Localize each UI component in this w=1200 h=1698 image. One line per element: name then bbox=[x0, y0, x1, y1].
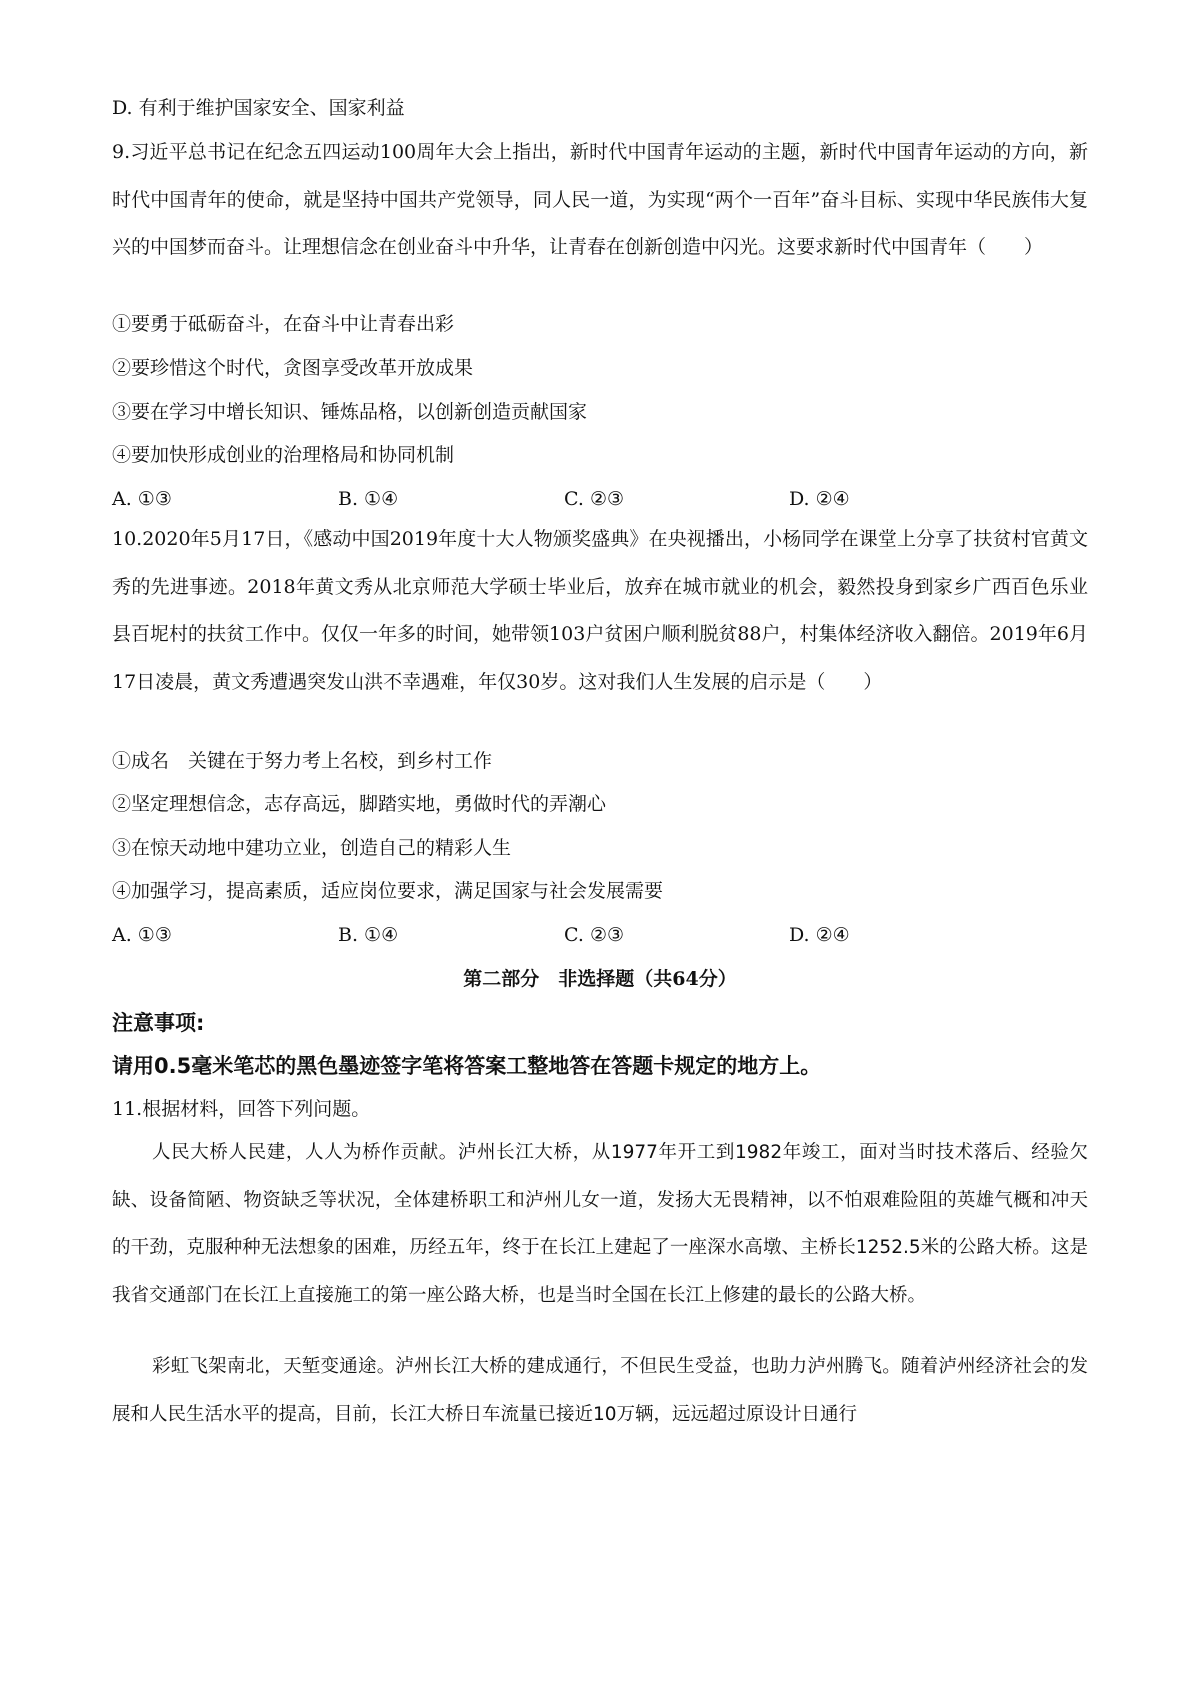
q9-option-a[interactable]: A. ①③ bbox=[112, 488, 172, 510]
q10-option-a[interactable]: A. ①③ bbox=[112, 924, 172, 946]
q9-item-3: ③要在学习中增长知识、锤炼品格，以创新创造贡献国家 bbox=[112, 401, 588, 423]
q10-item-2: ②坚定理想信念，志存高远，脚踏实地，勇做时代的弄潮心 bbox=[112, 793, 607, 815]
q9-item-2: ②要珍惜这个时代，贪图享受改革开放成果 bbox=[112, 357, 474, 379]
notice-title: 注意事项: bbox=[112, 1011, 205, 1035]
q11-stem: 11.根据材料，回答下列问题。 bbox=[112, 1098, 371, 1120]
q9-item-1: ①要勇于砥砺奋斗，在奋斗中让青春出彩 bbox=[112, 313, 455, 335]
q9-option-d[interactable]: D. ②④ bbox=[789, 488, 850, 510]
q11-material-paragraph-2: 彩虹飞架南北，天堑变通途。泸州长江大桥的建成通行，不但民生受益，也助力泸州腾飞。随着泸州经济社会的发展和人民生活水平的提高，目前，长江大桥日车流量已接近10万辆，远远超过原设计日通行 bbox=[112, 1356, 1088, 1425]
q10-item-4: ④加强学习，提高素质，适应岗位要求，满足国家与社会发展需要 bbox=[112, 880, 664, 902]
q9-option-c[interactable]: C. ②③ bbox=[564, 488, 625, 510]
q10-option-d[interactable]: D. ②④ bbox=[789, 924, 850, 946]
q10-stem: 10.2020年5月17日，《感动中国2019年度十大人物颁奖盛典》在央视播出，小杨同学在课堂上分享了扶贫村官黄文秀的先进事迹。2018年黄文秀从北京师范大学硕士毕业后，放弃在城市就业的机会，毅然投身到家乡广西百色乐业县百坭村的扶贫工作中。仅仅一年多的时间，她带领103户贫困户顺利脱贫88户，村集体经济收入翻倍。2019年6月17日凌晨，黄文秀遭遇突发山洪不幸遇难，年仅30岁。这对我们人生发展的启示是（ ） bbox=[112, 528, 1088, 693]
q10-option-b[interactable]: B. ①④ bbox=[338, 924, 399, 946]
notice-text: 请用0.5毫米笔芯的黑色墨迹签字笔将答案工整地答在答题卡规定的地方上。 bbox=[112, 1054, 822, 1078]
q11-material-paragraph-1: 人民大桥人民建，人人为桥作贡献。泸州长江大桥，从1977年开工到1982年竣工，面对当时技术落后、经验欠缺、设备简陋、物资缺乏等状况，全体建桥职工和泸州儿女一道，发扬大无畏精神，以不怕艰难险阻的英雄气概和冲天的干劲，克服种种无法想象的困难，历经五年，终于在长江上建起了一座深水高墩、主桥长1252.5米的公路大桥。这是我省交通部门在长江上直接施工的第一座公路大桥，也是当时全国在长江上修建的最长的公路大桥。 bbox=[112, 1142, 1088, 1306]
q10-option-c[interactable]: C. ②③ bbox=[564, 924, 625, 946]
q8-option-d: D. 有利于维护国家安全、国家利益 bbox=[112, 97, 405, 119]
q10-item-3: ③在惊天动地中建功立业，创造自己的精彩人生 bbox=[112, 837, 512, 859]
q9-item-4: ④要加快形成创业的治理格局和协同机制 bbox=[112, 444, 455, 466]
q10-item-1: ①成名 关键在于努力考上名校，到乡村工作 bbox=[112, 750, 493, 772]
q9-option-b[interactable]: B. ①④ bbox=[338, 488, 399, 510]
part2-heading: 第二部分 非选择题（共64分） bbox=[463, 968, 737, 990]
q9-stem: 9.习近平总书记在纪念五四运动100周年大会上指出，新时代中国青年运动的主题，新时代中国青年运动的方向，新时代中国青年的使命，就是坚持中国共产党领导，同人民一道，为实现“两个一百年”奋斗目标、实现中华民族伟大复兴的中国梦而奋斗。让理想信念在创业奋斗中升华，让青春在创新创造中闪光。这要求新时代中国青年（ ） bbox=[112, 141, 1088, 258]
